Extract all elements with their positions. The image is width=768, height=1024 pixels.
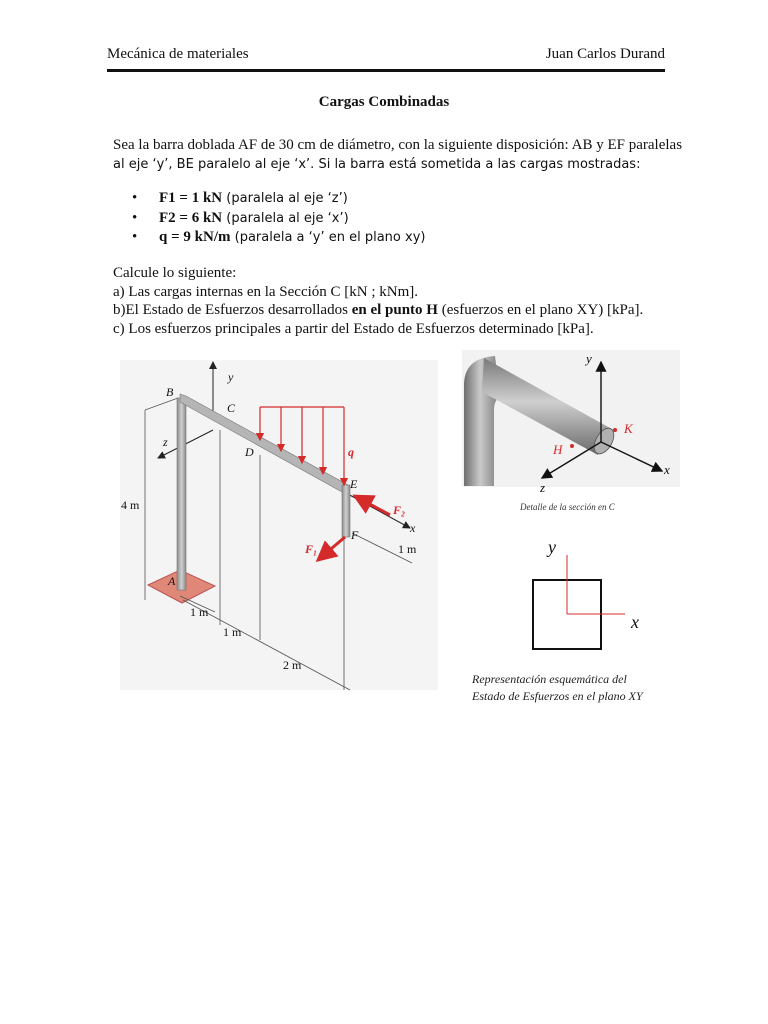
square-caption-2: Estado de Esfuerzos en el plano XY — [472, 689, 643, 703]
sec-label-h: H — [553, 442, 563, 457]
header-rule — [107, 69, 665, 72]
task-b-post: (esfuerzos en el plano XY) [kPa]. — [437, 302, 644, 318]
sec-label-x: x — [664, 462, 670, 477]
label-a: A — [168, 574, 176, 588]
sec-label-y: y — [586, 351, 592, 366]
bar-ab — [177, 398, 186, 590]
dim-ef: 1 m — [398, 542, 417, 556]
task-c: c) Los esfuerzos principales a partir del Estado de Esfuerzos determinado [kPa]. — [113, 321, 594, 337]
intro-line-2: al eje ‘y’, BE paralelo al eje ‘x’. Si la barra está sometida a las cargas mostradas: — [113, 157, 641, 172]
header-left: Mecánica de materiales — [107, 46, 249, 62]
task-b-bold: en el punto H — [351, 302, 438, 318]
load-value: F2 = 6 kN — [159, 209, 223, 226]
label-f1: F₁ — [305, 542, 318, 556]
sec-label-k: K — [624, 421, 633, 436]
label-b: B — [166, 385, 174, 399]
bar-ef — [342, 485, 350, 537]
label-f: F — [351, 528, 359, 542]
square-label-x: x — [631, 612, 639, 632]
dim-3: 2 m — [283, 658, 302, 672]
point-k-marker — [613, 428, 617, 432]
dim-1: 1 m — [190, 605, 209, 619]
label-f2: F₂ — [393, 503, 406, 517]
label-d: D — [245, 445, 254, 459]
label-z: z — [163, 435, 168, 449]
stress-element-figure — [465, 530, 685, 710]
load-desc: (paralela a ‘y’ en el plano xy) — [230, 230, 426, 245]
figure-background — [120, 360, 438, 690]
load-value: q = 9 kN/m — [159, 229, 231, 245]
bent-bar-figure — [115, 355, 445, 700]
load-item — [132, 209, 425, 229]
loads-list — [132, 189, 425, 248]
point-h-marker — [570, 444, 574, 448]
label-x: x — [410, 521, 416, 535]
label-e: E — [350, 477, 358, 491]
section-caption: Detalle de la sección en C — [520, 502, 615, 512]
label-y: y — [228, 370, 234, 384]
load-desc: (paralela al eje ‘z’) — [222, 191, 348, 206]
label-q: q — [348, 445, 354, 459]
dim-height: 4 m — [121, 498, 140, 512]
load-desc: (paralela al eje ‘x’) — [222, 210, 349, 226]
tasks-heading: Calcule lo siguiente: — [113, 265, 237, 281]
page-title: Cargas Combinadas — [318, 94, 450, 110]
section-detail-figure — [460, 348, 685, 518]
square-caption-1: Representación esquemática del — [472, 672, 627, 686]
load-item — [132, 189, 425, 209]
task-a: a) Las cargas internas en la Sección C [kN ; kNm]. — [113, 284, 419, 300]
load-item — [132, 228, 425, 248]
dim-2: 1 m — [223, 625, 242, 639]
square-label-y: y — [548, 537, 556, 557]
task-b — [113, 301, 643, 320]
header-right: Juan Carlos Durand — [545, 46, 665, 62]
intro-line-1: Sea la barra doblada AF de 30 cm de diámetro, con la siguiente disposición: AB y EF paralelas — [113, 137, 683, 153]
load-value: F1 = 1 kN — [159, 190, 223, 206]
task-b-pre: b)El Estado de Esfuerzos desarrollados — [113, 302, 352, 318]
sec-label-z: z — [540, 480, 546, 495]
label-c: C — [227, 401, 236, 415]
